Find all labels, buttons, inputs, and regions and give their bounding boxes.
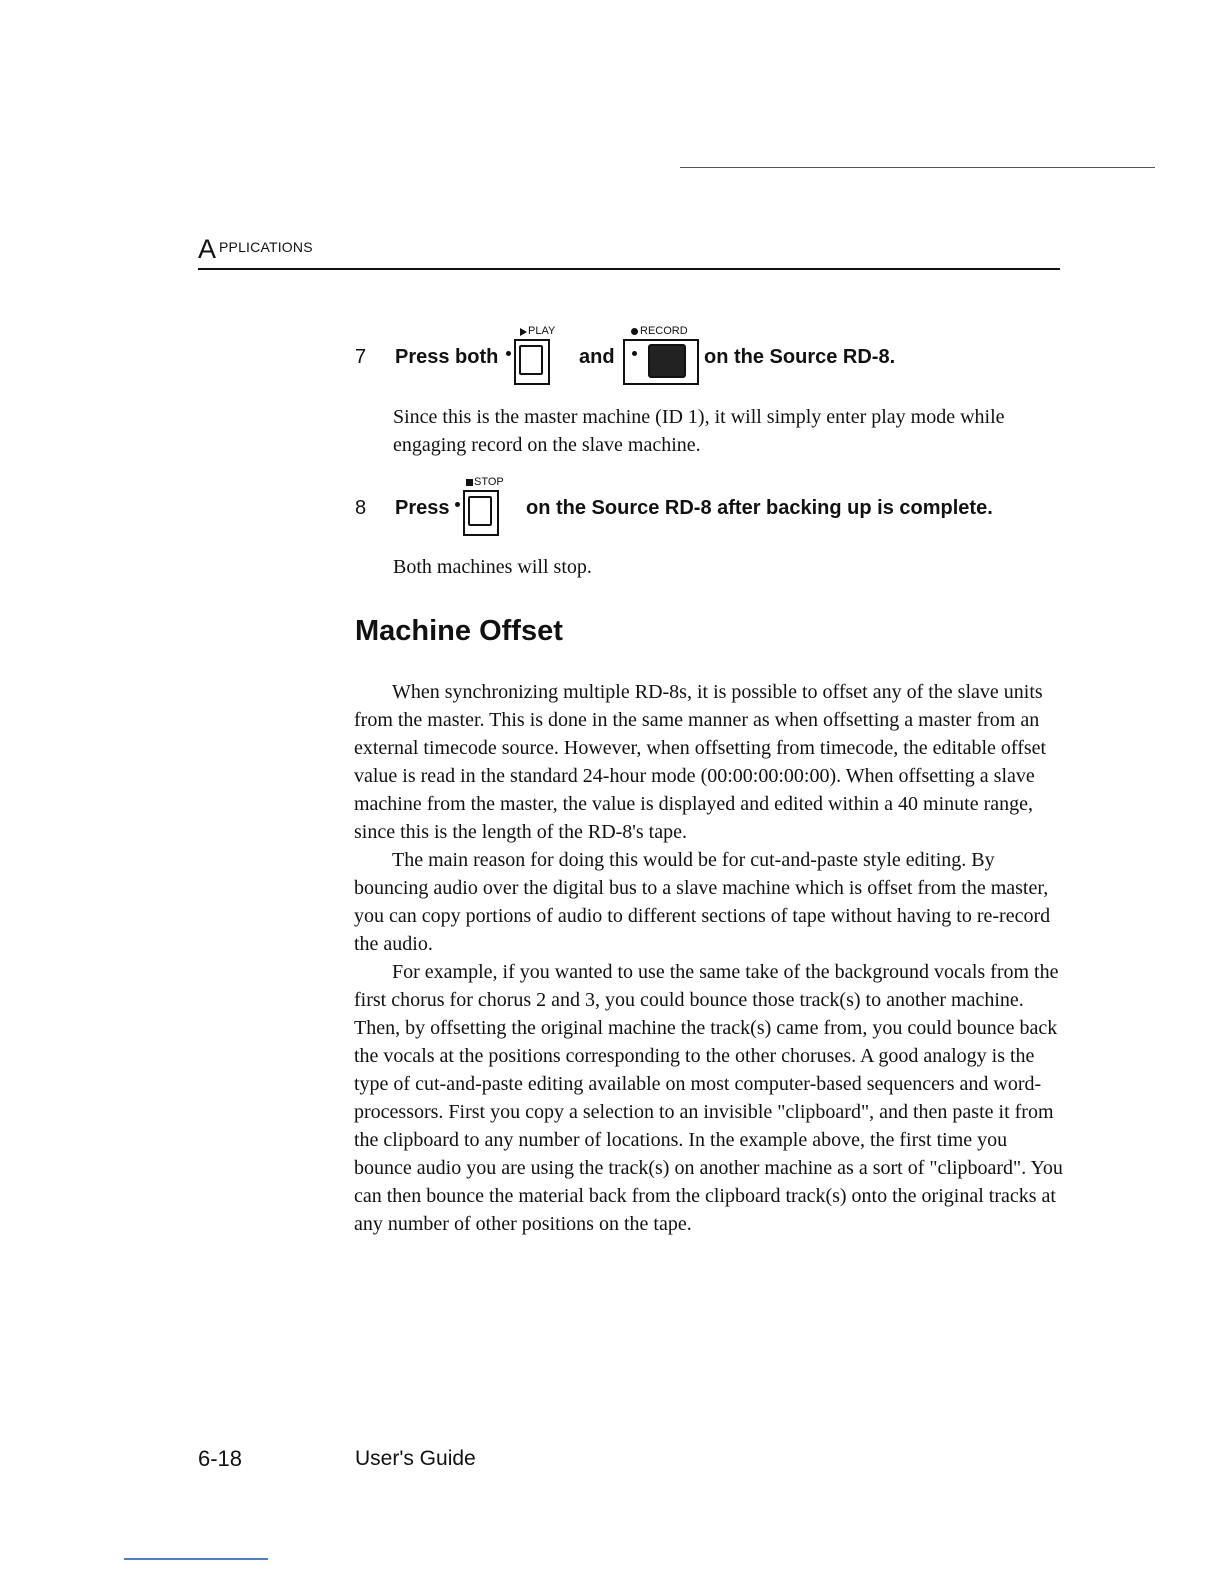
step-text-before: Press both <box>395 346 499 368</box>
stop-square-icon <box>466 479 473 486</box>
record-dot-icon <box>631 328 638 335</box>
step-7 <box>355 325 1055 388</box>
play-key-label: PLAY <box>528 325 556 337</box>
body-text: Since this is the master machine (ID 1), it will simply enter play mode while engaging record on the slave machine. <box>393 406 1005 456</box>
play-triangle-icon <box>520 328 527 336</box>
step-text-after: on the Source RD-8. <box>704 346 896 368</box>
key-dot <box>632 351 637 356</box>
key-dot <box>506 351 511 356</box>
step-number: 8 <box>355 497 367 519</box>
step-number: 7 <box>355 346 367 368</box>
section-title: Machine Offset <box>355 615 563 647</box>
record-key-icon <box>623 325 713 387</box>
running-header <box>198 232 1060 270</box>
paragraph: For example, if you wanted to use the same take of the background vocals from the first chorus for chorus 2 and 3, you could bounce those track(s) to another machine. Then, by offsetting the original machine the track(s) came from, you could bounce back the vocals at the positions corresponding to the other choruses. A good analogy is the type of cut-and-paste editing available on most computer-based sequencers and word-processors. First you copy a selection to an invisible "clipboard", and then paste it from the clipboard to any number of locations. In the example above, the first time you bounce audio you are using the track(s) on another machine as a sort of "clipboard". You can then bounce the material back from the clipboard track(s) onto the original tracks at any number of other positions on the tape. <box>354 961 1063 1235</box>
page-number: 6-18 <box>198 1446 243 1471</box>
bottom-link-bar <box>124 1558 268 1560</box>
step-text-after: on the Source RD-8 after backing up is complete. <box>526 497 993 519</box>
section-body <box>354 678 1066 1238</box>
play-key-icon <box>506 325 576 387</box>
key-inner <box>468 496 492 526</box>
footer-title: User's Guide <box>355 1447 476 1470</box>
step-text-mid: and <box>579 346 615 368</box>
stop-key-icon <box>455 476 525 538</box>
paragraph: When synchronizing multiple RD-8s, it is possible to offset any of the slave units from the master. This is done in the same manner as when offsetting a master from an external timecode source. However, when offsetting from timecode, the editable offset value is read in the standard 24-hour mode (00:00:00:00:00). When offsetting a slave machine from the master, the value is displayed and edited within a 40 minute range, since this is the length of the RD-8's tape. <box>354 681 1047 843</box>
step-7-body <box>393 403 1053 459</box>
record-key-label: RECORD <box>640 325 688 337</box>
step-8-body <box>393 553 1053 581</box>
step-text-before: Press <box>395 497 450 519</box>
key-dot <box>455 502 460 507</box>
step-8 <box>355 476 1055 539</box>
top-rule <box>680 167 1155 168</box>
key-inner-dark <box>648 344 686 378</box>
header-text: PPLICATIONS <box>219 239 313 255</box>
header-initial: A <box>198 234 217 264</box>
body-text: Both machines will stop. <box>393 556 592 578</box>
key-inner <box>519 345 543 375</box>
paragraph: The main reason for doing this would be for cut-and-paste style editing. By bouncing audio over the digital bus to a slave machine which is offset from the master, you can copy portions of audio to different sections of tape without having to re-record the audio. <box>354 849 1051 955</box>
stop-key-label: STOP <box>474 476 504 488</box>
